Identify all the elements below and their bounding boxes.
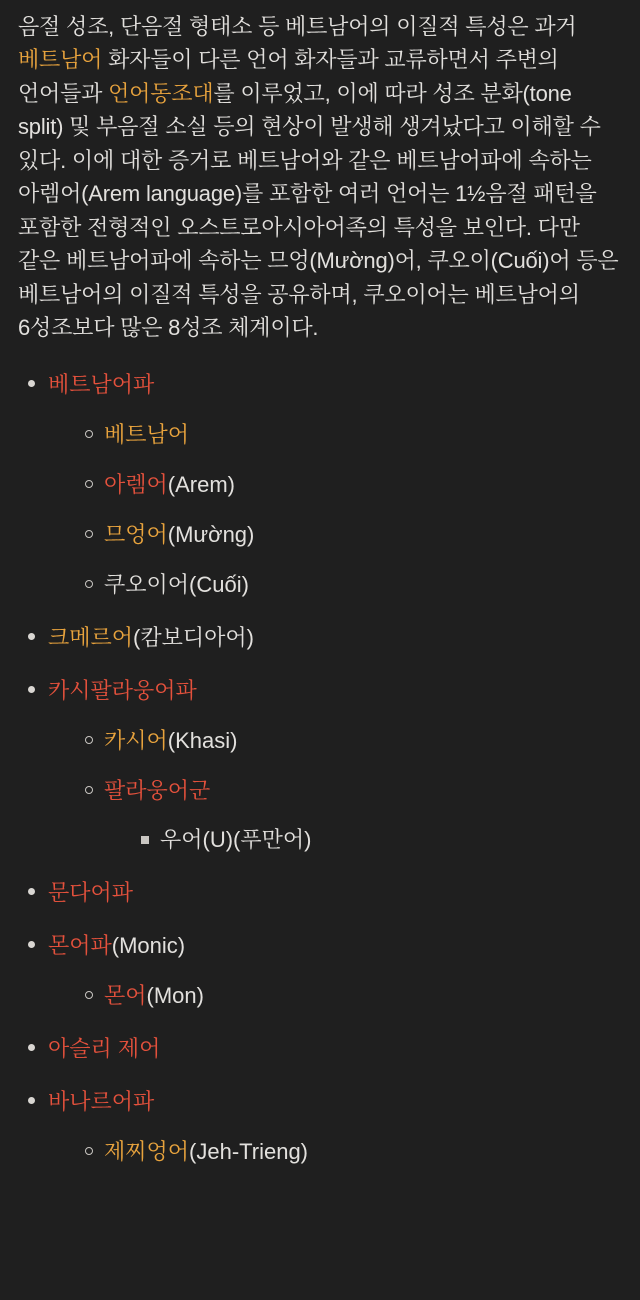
list-item [78,460,622,510]
list-item [78,766,622,866]
tree-item-row [104,460,622,510]
tree-level-2 [78,410,622,610]
tree-item-row [48,868,622,918]
tree-item-link[interactable]: 카시팔라웅어파 [48,677,197,703]
tree-item-row [104,410,622,460]
tree-item-row [104,766,622,816]
list-item [78,560,622,610]
tree-item-suffix: (Mon) [146,983,204,1009]
tree-item-row [48,666,622,716]
list-item [78,510,622,560]
inline-link[interactable]: 베트남어 [18,47,103,73]
tree-item-suffix: (캄보디아어) [133,624,254,650]
list-item [18,868,622,918]
list-item [18,360,622,609]
inline-link[interactable]: 언어동조대 [108,80,214,106]
tree-item-link[interactable]: 크메르어 [48,624,134,650]
tree-item-link[interactable]: 문다어파 [48,880,134,906]
list-item [18,613,622,663]
tree-item-link[interactable]: 베트남어파 [48,372,155,398]
list-item [78,716,622,766]
tree-item-row [104,1127,622,1177]
tree-item-link[interactable]: 바나르어파 [48,1088,155,1114]
tree-item-row [48,921,622,971]
tree-item-row [104,560,622,610]
tree-item-row [48,613,622,663]
tree-item-row [104,510,622,560]
tree-item-row [48,1024,622,1074]
paragraph-text: 를 이루었고, 이에 따라 성조 분화(tone split) 및 부음절 소실 등의 현상이 발생해 생겨났다고 이해할 수 있다. 이에 대한 증거로 베트남어와 같은 베트남어파에 속하는 아렘어(Arem language)를 포함한 여러 언어는 1½음절 패턴을 포함한 전형적인 오스트로아시아어족의 특성을 보인다. 다만 같은 베트남어파에 속하는 므엉(Mường)어, 쿠오이(Cuối)어 등은 베트남어의 이질적 특성을 공유하며, 쿠오이어는 베트남어의 6성조보다 많은 8성조 체계이다. [18,80,619,340]
tree-item-suffix: (Khasi) [167,727,238,753]
list-item [78,971,622,1021]
tree-item-link[interactable]: 아슬리 제어 [48,1035,161,1061]
tree-item-link[interactable]: 베트남어 [104,422,190,448]
tree-item-link[interactable]: 카시어 [104,727,168,753]
list-item [134,815,622,865]
list-item [18,1024,622,1074]
tree-item-link[interactable]: 아렘어 [104,472,168,498]
paragraph-text: 음절 성조, 단음절 형태소 등 베트남어의 이질적 특성은 과거 [18,14,577,39]
tree-item-row [48,360,622,410]
tree-item-link[interactable]: 제찌엉어 [104,1138,190,1164]
list-item [18,666,622,866]
list-item [18,921,622,1021]
tree-item-suffix: (Jeh-Trieng) [189,1138,309,1164]
tree-item-label: 우어 [160,827,203,853]
tree-item-row [104,971,622,1021]
tree-item-row [104,716,622,766]
tree-level-2 [78,716,622,866]
tree-item-suffix: (Cuối) [189,571,249,597]
article-paragraph [18,10,622,344]
tree-item-link[interactable]: 팔라웅어군 [104,777,211,803]
tree-level-3 [134,815,622,865]
tree-item-suffix: (Monic) [111,933,186,959]
tree-level-1 [18,360,622,1176]
list-item [78,410,622,460]
paragraph-text: 화자들이 다른 언어 화자들과 교류하면서 주변의 언어들과 [18,47,559,106]
tree-level-2 [78,971,622,1021]
list-item [78,1127,622,1177]
tree-item-suffix: (Mường) [167,522,255,548]
tree-item-suffix: (U)(푸만어) [202,827,312,853]
tree-item-suffix: (Arem) [167,472,235,498]
tree-item-row [48,1077,622,1127]
tree-item-link[interactable]: 므엉어 [104,522,168,548]
tree-level-2 [78,1127,622,1177]
tree-item-link[interactable]: 몬어파 [48,933,112,959]
tree-item-link[interactable]: 몬어 [104,983,147,1009]
list-item [18,1077,622,1177]
tree-item-label: 쿠오이어 [104,571,190,597]
tree-item-row [160,815,622,865]
